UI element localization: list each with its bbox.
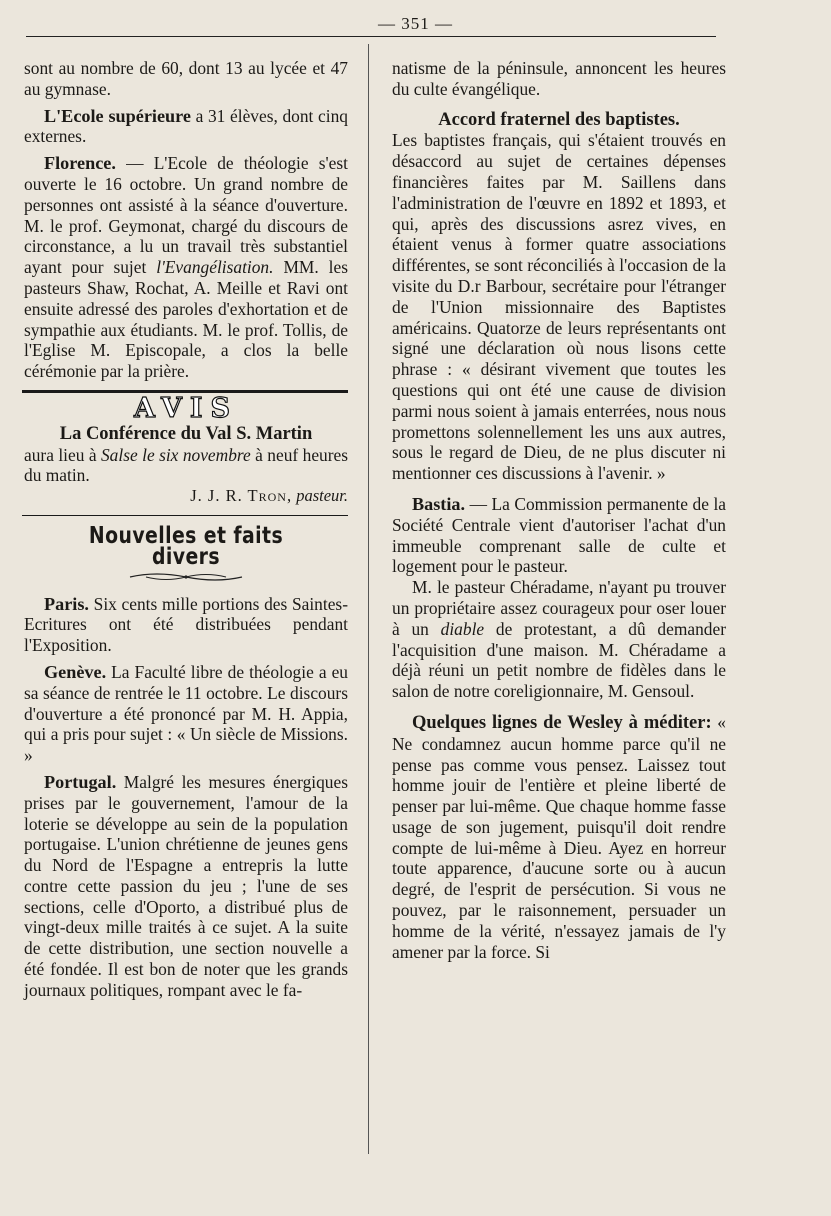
paragraph-geneve: Genève. La Faculté libre de théologie a eu sa séance de rentrée le 11 octobre. Le discours d'ouverture a été prononcé par M. H. Appia, qui a pris pour sujet : « Un siècle de Missions. » [24,661,348,766]
paragraph-accord: Les baptistes français, qui s'étaient trouvés en désaccord au sujet de certaines dépenses financières faites par M. Saillens dans l'administration de l'œuvre en 1892 et 1893, et qui, après des discussions asrez vives, en étaient venus à former quatre associations différentes, se sont réconciliés à l'occasion de la visite du D.r Barbour, secrétaire pour l'étranger de l'Union missionnaire des Baptistes américains. Quatorze de leurs représentants ont signé une déclaration où nous lisons cette phrase : « désirant vivement que toutes les questions qui ont été une cause de division parmi nous soient à jamais enterrées, nous nous promettons solennellement les uns aux autres, sous le regard de Dieu, de ne plus discuter ni mentionner ces discussions à l'avenir. » [392,130,726,484]
conference-title: La Conférence du Val S. Martin [59,423,313,444]
paragraph-florence: Florence. — L'Ecole de théologie s'est ouverte le 16 octobre. Un grand nombre de personnes ont assisté à la séance d'ouverture. M. le prof. Geymonat, chargé du discours de circonstance, a lu un travail très substantiel ayant pour sujet l'Evangélisation. MM. les pasteurs Shaw, Rochat, A. Meille et Ravi ont ensuite adressé des paroles d'exhortation et de sympathie aux étudiants. M. le prof. Tollis, de l'Eglise M. Episcopale, a clos la belle cérémonie par la prière. [24,153,348,382]
header-rule [26,36,716,37]
section-rule [22,515,348,516]
run-in-heading: L'Ecole supérieure [44,105,191,126]
column-divider [368,44,369,1154]
run-in-heading: Genève. [44,661,107,682]
paragraph-paris: Paris. Six cents mille portions des Saintes-Ecritures ont été distribuées pendant l'Exposition. [24,593,348,656]
paragraph-ecole: L'Ecole supérieure a 31 élèves, dont cinq externes. [24,105,348,147]
avis-title: AVIS [133,392,239,424]
paragraph: natisme de la péninsule, annoncent les heures du culte évangélique. [392,58,726,99]
paragraph-bastia: Bastia. — La Commission permanente de la Société Centrale vient d'autoriser l'achat d'un immeuble comprenant salle de culte et logement pour le pasteur. [392,493,726,577]
signature: J. J. R. Tron, pasteur. [190,486,348,506]
ornament-divider [126,570,246,584]
paragraph-wesley: Quelques lignes de Wesley à méditer: « Ne condamnez aucun homme parce qu'il ne pense pas comme vous pensez. Laissez tout homme jouir de l'entière et pleine liberté de penser par lui-même. Que chaque homme fasse usage de son jugement, puisqu'il doit rendre compte de lui-même à Dieu. Ayez en horreur toute apparence, d'aucune sorte ou à aucun degré, de l'esprit de persécution. Si vous ne pouvez, par le raisonnement, persuader un homme de la vérité, n'essayez jamais de l'y amener par la force. Si [392,711,726,962]
left-column [24,58,348,1001]
run-in-heading: Bastia. [412,493,466,514]
run-in-heading: Florence. [44,153,116,174]
paragraph: sont au nombre de 60, dont 13 au lycée et 47 au gymnase. [24,58,348,99]
run-in-heading: Portugal. [44,771,117,792]
paragraph-cheradame: M. le pasteur Chéradame, n'ayant pu trouver un propriétaire assez courageux pour oser louer à un diable de protestant, a dû demander l'acquisition d'une maison. M. Chéradame a déjà réuni un petit nombre de fidèles dans le salon de notre coreligionnaire, M. Gensoul. [392,577,726,702]
right-column [392,58,726,962]
article-heading: Accord fraternel des baptistes. [438,109,680,130]
page-number: — 351 — [0,14,831,34]
section-title: Nouvelles et faits divers [88,522,284,570]
run-in-heading: Paris. [44,593,89,614]
conference-notice: aura lieu à Salse le six novembre à neuf heures du matin. [24,444,349,486]
paragraph-portugal: Portugal. Malgré les mesures énergiques prises par le gouvernement, l'amour de la loterie se développe au sein de la population portugaise. L'union chrétienne de jeunes gens du Nord de l'Espagne a entrepris la lutte contre cette passion du jeu ; l'une de ses sections, celle d'Oporto, a distribué plus de vingt-deux mille traités à ce sujet. A la suite de cette distribution, une section nouvelle a été fondée. Il est bon de noter que les grands journaux politiques, rompant avec le fa- [24,771,348,1000]
run-in-heading: Quelques lignes de Wesley à méditer: [412,712,712,733]
